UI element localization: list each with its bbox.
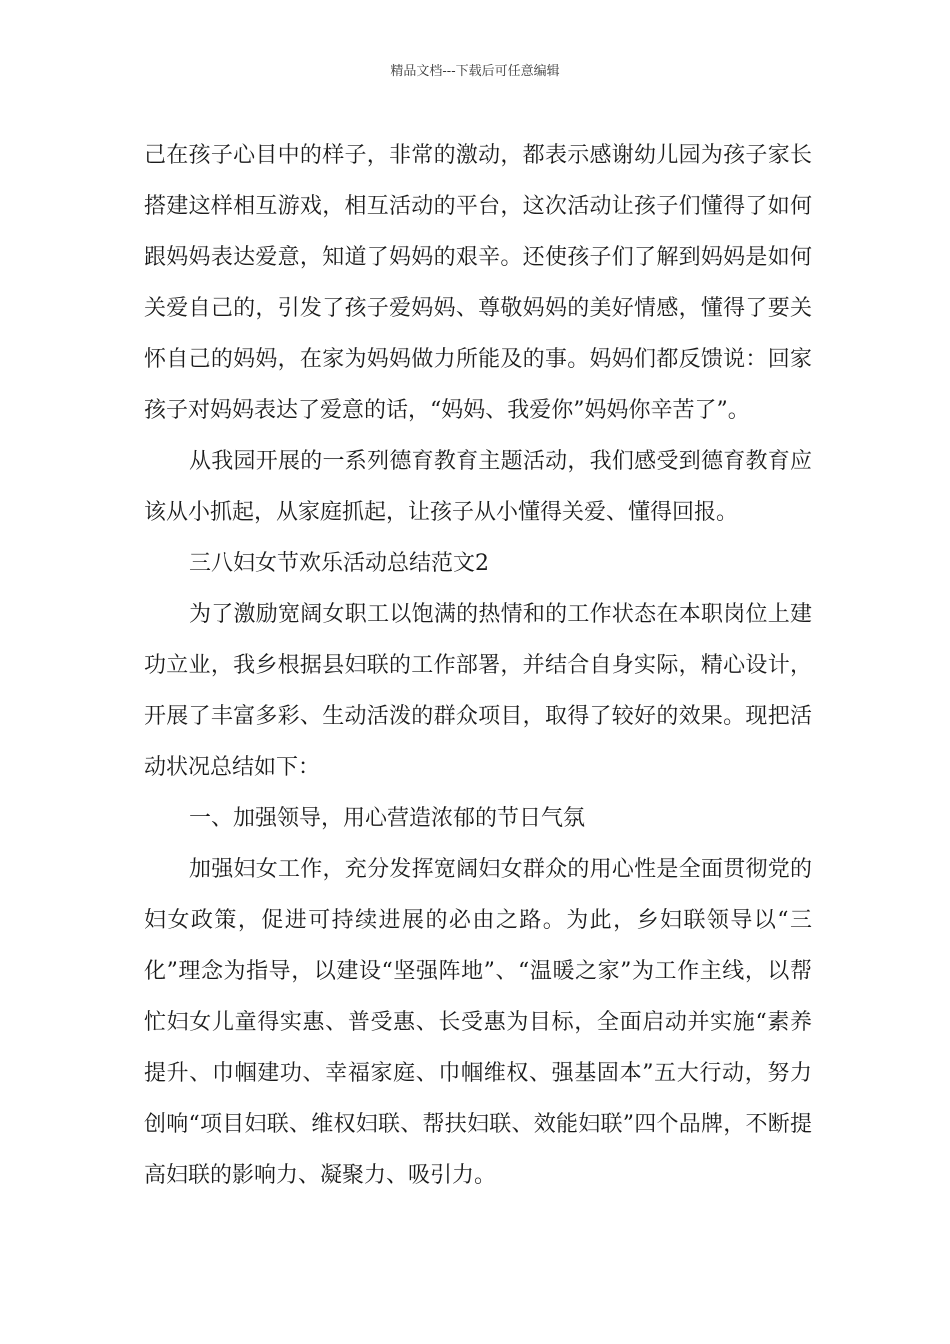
section-title: 三八妇女节欢乐活动总结范文2 [189, 551, 489, 576]
paragraph-intro: 为了激励宽阔女职工以饱满的热情和的工作状态在本职岗位上建功立业，我乡根据县妇联的工作部署，并结合自身实际，精心设计，开展了丰富多彩、生动活泼的群众项目，取得了较好的效果。现把活动状况总结如下： [144, 602, 812, 780]
paragraph-continuation: 己在孩子心目中的样子，非常的激动，都表示感谢幼儿园为孩子家长搭建这样相互游戏，相互活动的平台，这次活动让孩子们懂得了如何跟妈妈表达爱意，知道了妈妈的艰辛。还使孩子们了解到妈妈是如何关爱自己的，引发了孩子爱妈妈、尊敬妈妈的美好情感，懂得了要关怀自己的妈妈，在家为妈妈做力所能及的事。妈妈们都反馈说：回家孩子对妈妈表达了爱意的话，“妈妈、我爱你”妈妈你辛苦了”。 [144, 143, 812, 423]
section-heading: 一、加强领导，用心营造浓郁的节日气氛 [189, 806, 586, 831]
paragraph-body: 加强妇女工作，充分发挥宽阔妇女群众的用心性是全面贯彻党的妇女政策，促进可持续进展的必由之路。为此，乡妇联领导以“三化”理念为指导，以建设“坚强阵地”、“温暖之家”为工作主线，以帮忙妇女儿童得实惠、普受惠、长受惠为目标，全面启动并实施“素养提升、巾帼建功、幸福家庭、巾帼维权、强基固本”五大行动，努力创响“项目妇联、维权妇联、帮扶妇联、效能妇联”四个品牌，不断提高妇联的影响力、凝聚力、吸引力。 [144, 857, 812, 1188]
paragraph-conclusion: 从我园开展的一系列德育教育主题活动，我们感受到德育教育应该从小抓起，从家庭抓起，让孩子从小懂得关爱、懂得回报。 [144, 449, 812, 525]
page-header: 精品文档---下载后可任意编辑 [390, 64, 560, 79]
document-body [144, 130, 812, 1201]
